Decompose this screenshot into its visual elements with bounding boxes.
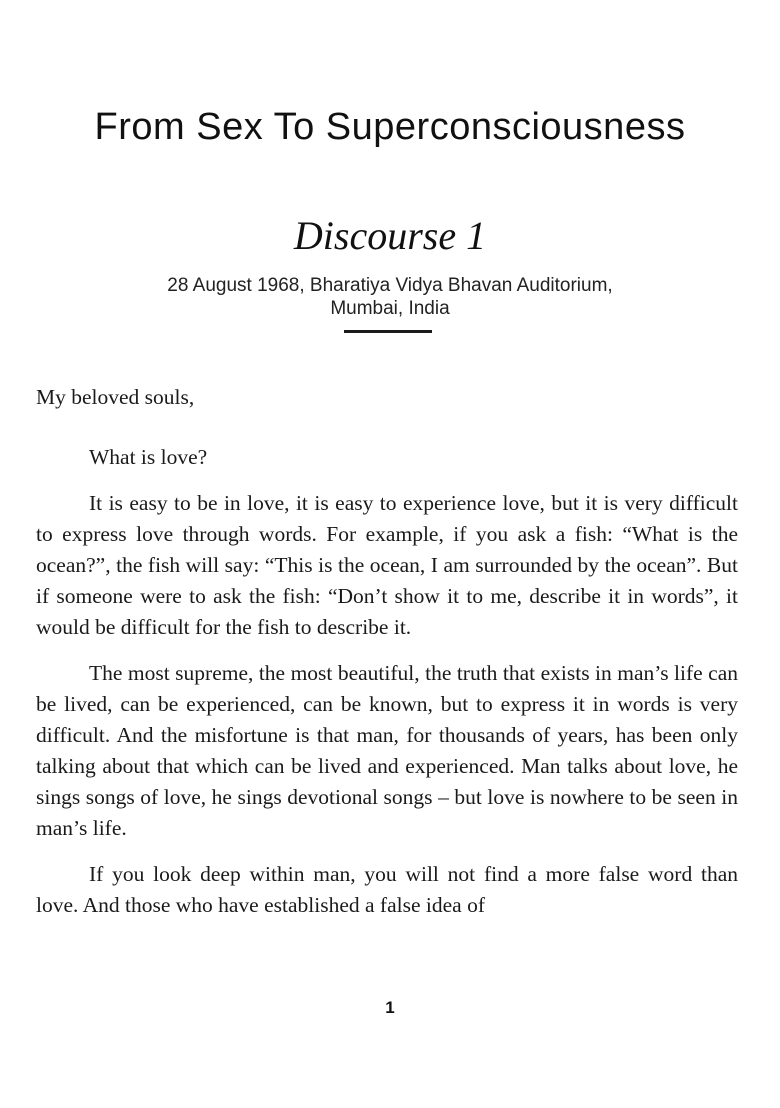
salutation: My beloved souls,: [36, 385, 195, 409]
discourse-title: Discourse 1: [293, 213, 487, 258]
book-title: From Sex To Superconsciousness: [94, 106, 686, 148]
date-location-line-1: 28 August 1968, Bharatiya Vidya Bhavan Auditorium,: [167, 275, 613, 296]
paragraph: The most supreme, the most beautiful, the truth that exists in man’s life can be lived, can be experienced, can be known, but to express it in words is very difficult. And the misfortune is that man, for thousands of years, has been only talking about that which can be lived and experienced. Man talks about love, he sings songs of love, he sings devotional songs – but love is nowhere to be seen in man’s life.: [36, 661, 738, 840]
paragraph: If you look deep within man, you will not find a more false word than love. And those who have established a false idea of: [36, 862, 738, 917]
paragraph: It is easy to be in love, it is easy to experience love, but it is very difficult to express love through words. For example, if you ask a fish: “What is the ocean?”, the fish will say: “This is the ocean, I am surrounded by the ocean”. But if someone were to ask the fish: “Don’t show it to me, describe it in words”, it would be difficult for the fish to describe it.: [36, 491, 738, 639]
date-location-line-2: Mumbai, India: [330, 298, 450, 319]
paragraph: What is love?: [89, 445, 208, 469]
section-divider: [344, 330, 432, 333]
discourse-date-location: [0, 274, 780, 320]
page-number: 1: [385, 998, 395, 1017]
discourse-body: [36, 382, 738, 936]
